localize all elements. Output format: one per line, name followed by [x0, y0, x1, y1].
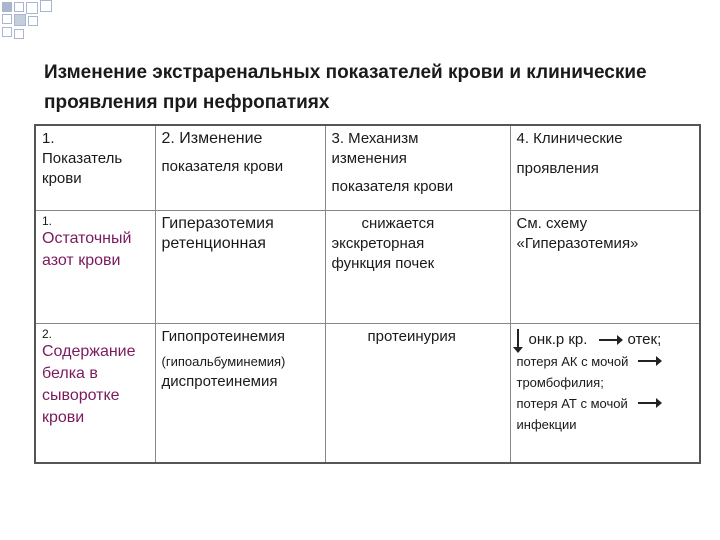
row1-mechanism-line: снижается	[361, 214, 435, 232]
row1-name-line: азот крови	[42, 251, 121, 269]
row1-change-cell	[155, 210, 325, 323]
header-c3-line2: изменения	[331, 150, 407, 167]
row2-change-extra: диспротеинемия	[161, 372, 278, 390]
right-arrow-icon	[599, 339, 621, 341]
row1-name-line: Остаточный	[42, 229, 132, 247]
row1-change-line: Гиперазотемия	[161, 214, 274, 232]
row2-change-main: Гипопротеинемия	[161, 327, 285, 345]
header-c2-line2: показателя крови	[161, 158, 284, 175]
table-row	[35, 323, 700, 463]
row2-name-line: сыворотке	[42, 386, 120, 404]
right-arrow-icon	[638, 360, 660, 362]
row2-name-cell	[35, 323, 155, 463]
row1-mechanism-line: экскреторная	[331, 234, 425, 252]
row1-number: 1.	[42, 213, 53, 228]
header-c1-line: Показатель	[42, 150, 123, 167]
row2-clinical-row	[517, 393, 694, 414]
table-row	[35, 210, 700, 323]
down-arrow-icon	[517, 329, 519, 351]
row2-otek-text: отек;	[627, 330, 662, 348]
row1-change-line: ретенционная	[161, 234, 266, 252]
row1-mechanism-line: функция почек	[331, 254, 435, 272]
row2-name-line: белка в	[42, 364, 98, 382]
row2-clinical-row	[517, 351, 694, 372]
right-arrow-icon	[638, 402, 660, 404]
row2-clinical-line: тромбофилия;	[516, 374, 604, 390]
header-cell-2	[155, 125, 325, 210]
decorative-squares	[0, 0, 60, 50]
header-c1-line: 1.	[42, 130, 55, 147]
header-cell-3	[325, 125, 510, 210]
row2-clinical-line: потеря АТ с мочой	[516, 395, 628, 411]
row2-name-line: Содержание	[42, 342, 136, 360]
header-cell-1	[35, 125, 155, 210]
row2-change-cell	[155, 323, 325, 463]
row1-clinical-line: См. схему	[516, 214, 588, 232]
header-c2-line1: 2. Изменение	[161, 130, 263, 147]
row2-name-line: крови	[42, 408, 85, 426]
header-c3-line1: 3. Механизм	[331, 130, 419, 147]
nephropathy-table	[34, 124, 701, 464]
row1-clinical-line: «Гиперазотемия»	[516, 234, 639, 252]
row1-mechanism-cell	[325, 210, 510, 323]
row1-name-cell	[35, 210, 155, 323]
header-c1-line: крови	[42, 170, 82, 187]
row2-onk-text: онк.р кр.	[528, 330, 588, 348]
row2-clinical-line: инфекции	[516, 416, 577, 432]
row2-onk-row	[517, 329, 694, 351]
row2-mechanism: протеинурия	[367, 327, 456, 345]
row2-mechanism-cell	[325, 323, 510, 463]
row2-clinical-cell	[510, 323, 700, 463]
header-c4-line2: проявления	[516, 160, 599, 177]
row1-clinical-cell	[510, 210, 700, 323]
row2-clinical-line: потеря АК с мочой	[516, 353, 629, 369]
header-cell-4	[510, 125, 700, 210]
page-title: Изменение экстраренальных показателей крови и клинические проявления при нефропатиях	[44, 62, 647, 113]
header-c4-line1: 4. Клинические	[516, 130, 623, 147]
row2-number: 2.	[42, 326, 53, 341]
row2-change-paren: (гипоальбуминемия)	[161, 353, 286, 369]
header-c3-line3: показателя крови	[331, 178, 454, 195]
header-row	[35, 125, 700, 210]
